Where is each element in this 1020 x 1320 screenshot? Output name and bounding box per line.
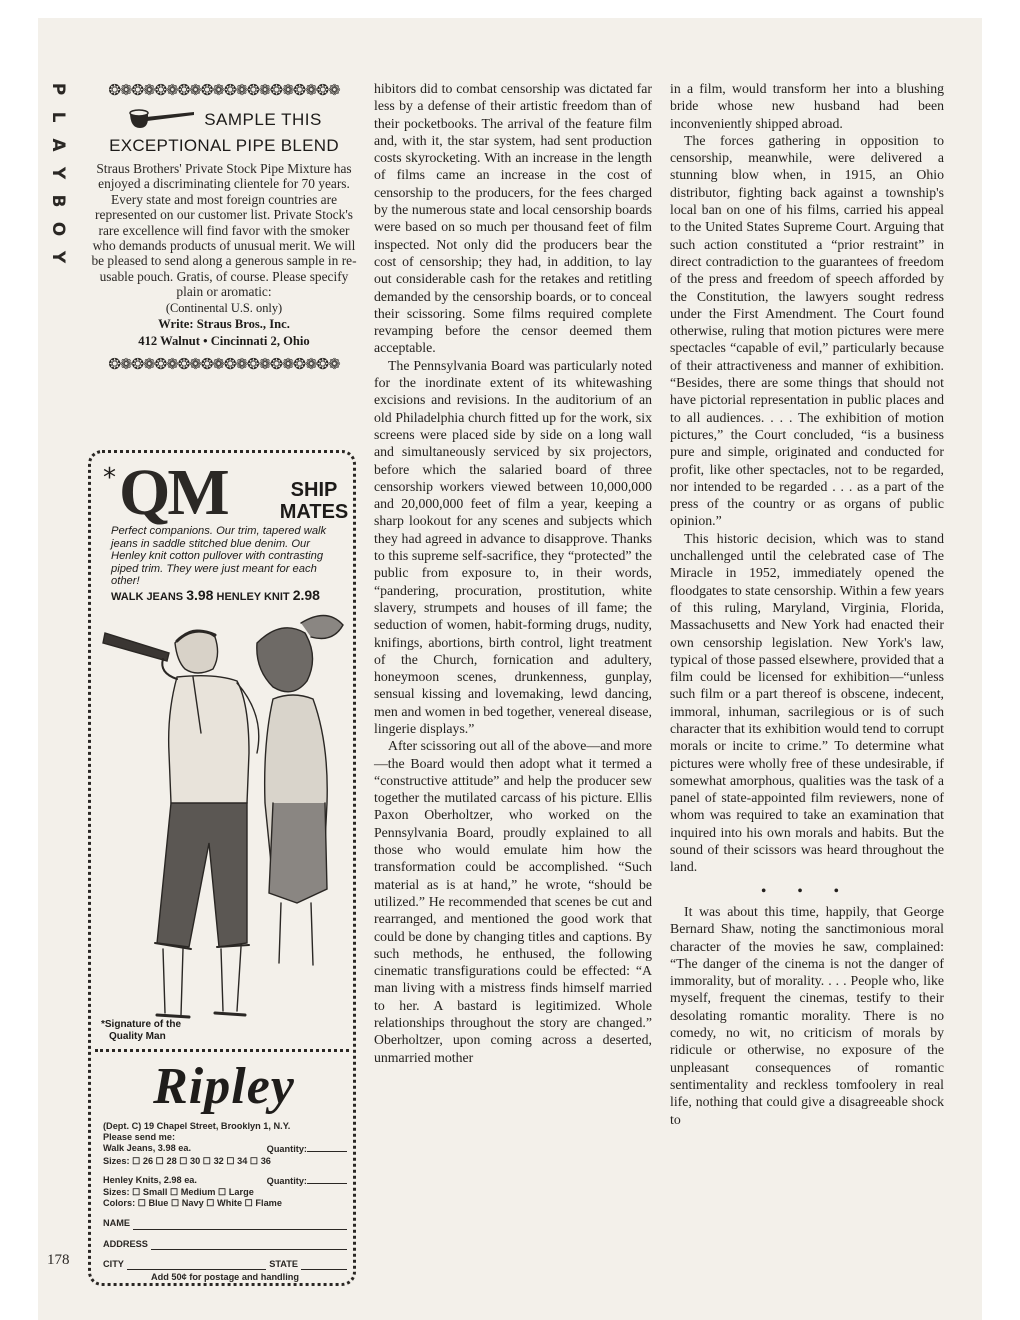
qm-shipmates-ad: [88, 450, 356, 1286]
city-label: CITY: [103, 1258, 124, 1269]
dotted-divider: [95, 1049, 349, 1052]
pipe-ad-address: 412 Walnut • Cincinnati 2, Ohio: [138, 333, 310, 348]
coupon-quantity-label: Quantity:: [266, 1144, 307, 1155]
ornament-border-top: ❂❁❂❁❂❁❂❁❂❁❂❁❂❁❂❁❂❁❂❁: [108, 81, 340, 99]
order-coupon: [103, 1121, 347, 1283]
signature-line-1: *Signature of the: [101, 1019, 182, 1030]
mates-word: MATES: [279, 501, 349, 523]
signature-line-2: Quality Man: [109, 1031, 166, 1042]
asterisk-mark: *: [103, 463, 116, 493]
couple-illustration: [97, 603, 349, 1033]
postage-note: Add 50¢ for postage and handling: [150, 1272, 300, 1283]
article-paragraph: The Pennsylvania Board was particularly noted for the inordinate extent of its whitewashing excisions and revisions. In the auditorium of an old Philadelphia church fitted up for the work, six screens were placed side by side on a long wall and simultaneously serviced by six projectors, before which the salaried board of three censorship workers viewed between 10,000,000 and 20,000,000 feet of film a year, keeping a sharp lookout for any scenes and subjects which they had agreed in advance to disapprove. Thanks to this supreme self-sacrifice, they “protected” the public from exposure to, in their words, “pandering, procuration, prostitution, white slavery, strumpets and houses of ill fame; the seduction of women, habit-forming drugs, nudity, knifings, abortions, birth control, light treatment of the Church, fornication and adultery, honeymoon scenes, drunkenness, gunplay, sensual kissing and lovemaking, lewd dancing, men and women in bed together, venereal disease, lingerie displays.”: [374, 357, 652, 736]
pipe-blend-ad: [88, 80, 360, 374]
qm-ad-copy: Perfect companions. Our trim, tapered walk jeans in saddle stitched blue denim. Our Henley knit cotton pullover with contrasting piped trim. They were just meant for each other!: [111, 525, 327, 588]
henley-knit-label: HENLEY KNIT: [216, 591, 290, 603]
qm-logo: QM: [119, 456, 227, 529]
coupon-knit-sizes[interactable]: Sizes: ☐ Small ☐ Medium ☐ Large: [103, 1187, 254, 1198]
article-paragraph: hibitors did to combat censorship was dictated far less by a defense of their artistic freedom than of their pocketbooks. The arrival of the feature film and, with it, the star system, had sent production costs skyrocketing. With an increase in the length of films came an increase in the cost of censorship to the producers, for the fees charged by the numerous state and local censorship boards were based on so much per thousand feet of film inspected. Not only did the producers bear the cost of censorship; they had, in addition, to lay out considerable cash for the retakes and retitling demanded by the censorship boards, or to conceal their scissoring. Some films required complete revamping before the censor deemed them acceptable.: [374, 81, 652, 356]
state-label: STATE: [269, 1258, 298, 1269]
article-paragraph: It was about this time, happily, that George Bernard Shaw, noting the sanctimonious moral character of the movies he saw, complained: “The danger of the cinema is not the danger of immorality, but of morality. . . . People who, like myself, frequent the cinemas, testify to their desolating romantic morality. There is no comedy, no wit, no criticism of morals by ridicule or otherwise, no exposure of the unpleasant consequences of romantic sentimentality and reckless tomfoolery in real life, nothing that could give a disagreeable shock to: [670, 903, 944, 1127]
pipe-ad-subtitle: EXCEPTIONAL PIPE BLEND: [109, 136, 339, 155]
name-field[interactable]: [133, 1221, 347, 1230]
address-field[interactable]: [151, 1241, 347, 1250]
ornament-border-bottom: ❂❁❂❁❂❁❂❁❂❁❂❁❂❁❂❁❂❁❂❁: [108, 354, 340, 373]
article-column-3: [670, 80, 944, 1128]
coupon-knit-colors[interactable]: Colors: ☐ Blue ☐ Navy ☐ White ☐ Flame: [103, 1198, 282, 1209]
name-label: NAME: [103, 1218, 131, 1229]
section-separator: • • •: [761, 882, 853, 898]
walk-jeans-label: WALK JEANS: [111, 591, 184, 603]
ship-word: SHIP: [290, 479, 338, 501]
qm-prices: [111, 587, 347, 603]
pipe-ad-note: (Continental U.S. only): [165, 300, 283, 315]
state-field[interactable]: [301, 1261, 347, 1270]
coupon-address: (Dept. C) 19 Chapel Street, Brooklyn 1, N.Y.: [103, 1121, 291, 1131]
article-paragraph: After scissoring out all of the above—and more—the Board would then adopt what it termed a “constructive attitude” and help the producer sew together the mutilated carcass of his picture. Ellis Paxon Oberholtzer, who worked on the Pennsylvania Board, proudly explained to all those who would emulate him how the transformation could be accomplished. “Such material as is at hand,” he wrote, “should be utilized.” He recommended that scenes be cut and rearranged, and mentioned the good work that could be done by changing titles and captions. By such methods, he enthused, the following cinematic transfigurations could be effected: “A man living with a mistress finds himself married to her. A bastard is legitimized. Whole relationships throughout the story are changed.” Oberholtzer, upon coming across a deserted, unmarried mother: [374, 738, 652, 1065]
coupon-jeans-sizes[interactable]: Sizes: ☐ 26 ☐ 28 ☐ 30 ☐ 32 ☐ 34 ☐ 36: [103, 1155, 271, 1166]
article-paragraph: in a film, would transform her into a blushing bride whose new husband had been inconveniently shipped abroad.: [670, 81, 944, 131]
masthead: P L A Y B O Y: [48, 82, 68, 264]
walk-jeans-price: 3.98: [186, 587, 214, 603]
article-column-2: [374, 80, 652, 1066]
ripley-logo: Ripley: [153, 1058, 295, 1115]
city-field[interactable]: [127, 1261, 266, 1270]
pipe-ad-title: SAMPLE THIS: [204, 110, 322, 129]
coupon-send: Please send me:: [103, 1132, 176, 1143]
quantity-jeans-field[interactable]: [307, 1143, 347, 1152]
quantity-knit-field[interactable]: [307, 1175, 347, 1184]
signature-note: [101, 1019, 181, 1043]
coupon-walk-jeans: Walk Jeans, 3.98 ea.: [103, 1143, 192, 1154]
pipe-icon: [126, 108, 196, 132]
ship-mates-title: [269, 479, 359, 523]
pipe-ad-write: Write: Straus Bros., Inc.: [158, 316, 290, 331]
article-paragraph: The forces gathering in opposition to censorship, meanwhile, were delivered a stunning blow when, in 1915, an Ohio distributor, fighting back against a township's local ban on one of his films, carried his appeal to the United States Supreme Court. Arguing that such action constituted a “prior restraint” in direct contradiction to the guarantees of freedom of the press and freedom of speech afforded by the Constitution, the lawyers sought redress under the First Amendment. The Court found otherwise, ruling that motion pictures were mere spectacles “capable of evil,” particularly because of their attractiveness and manner of exhibition. “Besides, there are some things that should not have pictorial representation in public places and to all audiences. . . . The exhibition of motion pictures,” the Court concluded, “is a business pure and simple, originated and conducted for profit, like other spectacles, not to be regarded, nor intended to be regarded . . . as a part of the press of the country or as organs of public opinion.”: [670, 132, 944, 529]
article-paragraph: This historic decision, which was to stand unchallenged until the celebrated case of The Miracle in 1952, immediately opened the floodgates to state censorship. Within a few years of this ruling, Maryland, Virginia, Florida, Massachusetts and New York had enacted their own censorship legislation. New York's law, typical of those passed elsewhere, provided that a film could be licensed for exhibition—“unless such film or a part thereof is obscene, indecent, immoral, inhuman, sacrilegious or is of such character that its exhibition would tend to corrupt morals or incite to crime.” To determine what pictures were wholly free of these undesirable, if somewhat amorphous, qualities was the task of a panel of state-appointed film reviewers, none of whom was required to take an examination that inquired into his own morals and habits. But the sound of their scissors was heard throughout the land.: [670, 530, 944, 875]
henley-knit-price: 2.98: [292, 587, 320, 603]
pipe-ad-body: Straus Brothers' Private Stock Pipe Mixture has enjoyed a discriminating clientele for 70 years. Every state and most foreign countries are represented on our customer list. Private Stock's rare excellence will find favor with the smoker who demands products of unusual merit. We will be pleased to send along a generous sample in re-usable pouch. Gratis, of course. Please specify plain or aromatic:: [91, 161, 357, 300]
address-label: ADDRESS: [103, 1238, 148, 1249]
coupon-henley-knits: Henley Knits, 2.98 ea.: [103, 1174, 197, 1185]
page-number: 178: [47, 1252, 70, 1268]
coupon-quantity-label-2: Quantity:: [266, 1175, 307, 1186]
